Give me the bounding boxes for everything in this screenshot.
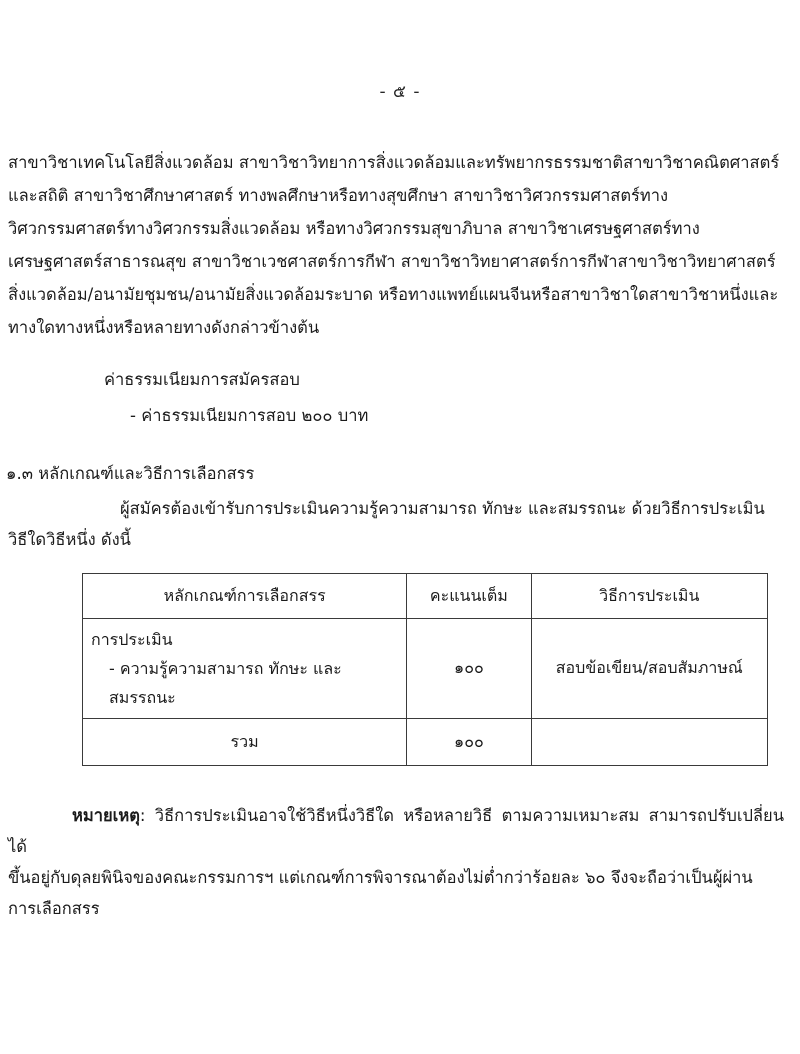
paragraph-line: สาขาวิชาเทคโนโลยีสิ่งแวดล้อม สาขาวิชาวิทยาการสิ่งแวดล้อมและทรัพยากรธรรมชาติสาขาวิชาคณิตศาสตร์	[8, 153, 780, 172]
note-label: หมายเหตุ	[72, 806, 140, 825]
paragraph-line: และสถิติ สาขาวิชาศึกษาศาสตร์ ทางพลศึกษาหรือทางสุขศึกษา สาขาวิชาวิศวกรรมศาสตร์ทาง	[8, 186, 669, 205]
criteria-table-header	[83, 574, 768, 619]
criteria-sub-item: - ความรู้ความสามารถ ทักษะ และสมรรถนะ	[109, 659, 342, 707]
cell-score: ๑๐๐	[407, 619, 531, 719]
paragraph-line: เศรษฐศาสตร์สาธารณสุข สาขาวิชาเวชศาสตร์การกีฬา สาขาวิชาวิทยาศาสตร์การกีฬาสาขาวิชาวิทยาศาสตร์	[8, 252, 776, 271]
paragraph-line: ทางใดทางหนึ่งหรือหลายทางดังกล่าวข้างต้น	[8, 318, 320, 337]
section-body-paragraph	[0, 493, 800, 555]
fee-heading: ค่าธรรมเนียมการสมัครสอบ	[104, 370, 300, 389]
document-page	[0, 78, 800, 1054]
column-header-score: คะแนนเต็ม	[407, 574, 531, 619]
total-score: ๑๐๐	[407, 719, 531, 766]
table-header-row	[83, 574, 768, 619]
section-body-line-2: วิธีใดวิธีหนึ่ง ดังนี้	[8, 530, 131, 549]
note-line-1: : วิธีการประเมินอาจใช้วิธีหนึ่งวิธีใด หรือหลายวิธี ตามความเหมาะสม สามารถปรับเปลี่ยนได้	[8, 806, 784, 856]
total-method-empty	[531, 719, 767, 766]
section-heading-criteria: ๑.๓ หลักเกณฑ์และวิธีการเลือกสรร	[6, 464, 255, 483]
paragraph-line: วิศวกรรมศาสตร์ทางวิศวกรรมสิ่งแวดล้อม หรือทางวิศวกรรมสุขาภิบาล สาขาวิชาเศรษฐศาสตร์ทาง	[8, 219, 700, 238]
note-line-2: ขึ้นอยู่กับดุลยพินิจของคณะกรรมการฯ แต่เกณฑ์การพิจารณาต้องไม่ต่ำกว่าร้อยละ ๖๐ จึงจะถือว่าเป็นผู้ผ่าน	[8, 868, 753, 887]
fee-item: - ค่าธรรมเนียมการสอบ ๒๐๐ บาท	[130, 406, 369, 425]
page-number: - ๕ -	[379, 82, 421, 102]
cell-criteria	[83, 619, 407, 719]
criteria-title: การประเมิน	[91, 630, 173, 649]
criteria-table-body	[83, 619, 768, 766]
column-header-criteria: หลักเกณฑ์การเลือกสรร	[83, 574, 407, 619]
note-block	[0, 800, 800, 924]
total-label: รวม	[83, 719, 407, 766]
table-row	[83, 619, 768, 719]
paragraph-line: สิ่งแวดล้อม/อนามัยชุมชน/อนามัยสิ่งแวดล้อมระบาด หรือทางแพทย์แผนจีนหรือสาขาวิชาใดสาขาวิชาหนึ่งและ	[8, 285, 779, 304]
criteria-table	[82, 573, 768, 766]
column-header-method: วิธีการประเมิน	[531, 574, 767, 619]
intro-paragraph-block	[0, 147, 800, 343]
note-line-3: การเลือกสรร	[8, 899, 100, 918]
cell-method: สอบข้อเขียน/สอบสัมภาษณ์	[531, 619, 767, 719]
table-row-total	[83, 719, 768, 766]
section-body-line-1: ผู้สมัครต้องเข้ารับการประเมินความรู้ความสามารถ ทักษะ และสมรรถนะ ด้วยวิธีการประเมิน	[120, 499, 765, 518]
